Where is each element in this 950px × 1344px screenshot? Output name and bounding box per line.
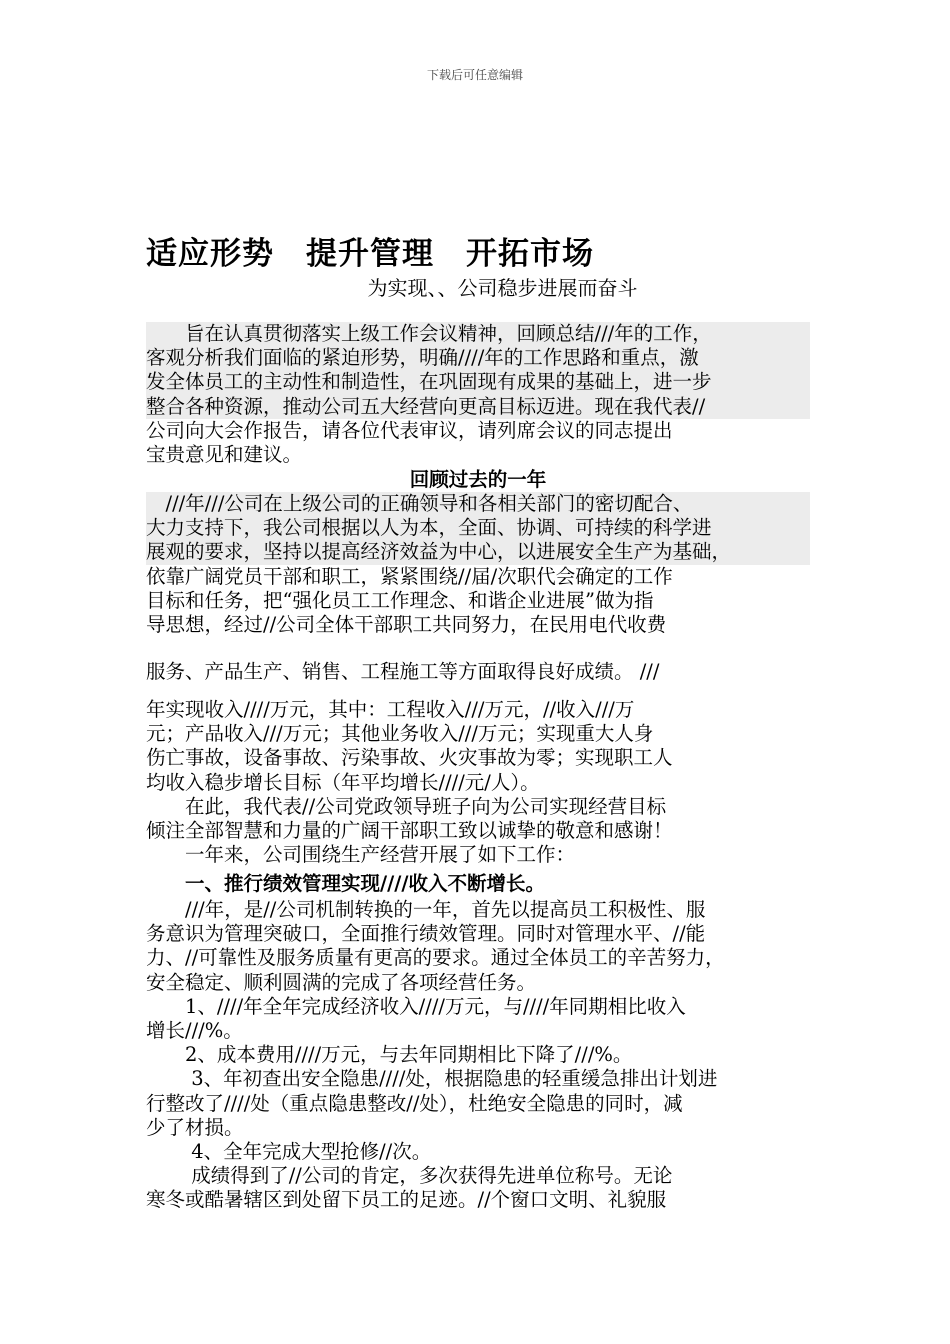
text-line: 旨在认真贯彻落实上级工作会议精神，回顾总结///年的工作， [146, 322, 810, 346]
text-line: 发全体员工的主动性和制造性，在巩固现有成果的基础上，进一步 [146, 370, 810, 394]
review-paragraph [146, 492, 810, 637]
text-line: 力、//可靠性及服务质量有更高的要求。通过全体员工的辛苦努力， [146, 946, 725, 970]
text-line: 少了材损。 [146, 1115, 244, 1139]
header-note: 下载后可任意编辑 [426, 68, 523, 82]
text-line: ///年，是//公司机制转换的一年，首先以提高员工积极性、服 [146, 898, 706, 921]
text-line: 寒冬或酷暑辖区到处留下员工的足迹。//个窗口文明、礼貌服 [146, 1188, 667, 1212]
text-line: 4、全年完成大型抢修//次。 [146, 1139, 432, 1163]
text-line: 展观的要求，坚持以提高经济效益为中心，以进展安全生产为基础， [146, 540, 810, 564]
text-line: 大力支持下，我公司根据以人为本，全面、协调、可持续的科学进 [146, 516, 810, 540]
text-line: 伤亡事故，设备事故、污染事故、火灾事故为零；实现职工人 [146, 746, 673, 770]
text-line: ///年///公司在上级公司的正确领导和各相关部门的密切配合、 [146, 492, 810, 516]
page-subtitle: 为实现、、公司稳步进展而奋斗 [367, 276, 638, 300]
text-line: 务意识为管理突破口，全面推行绩效管理。同时对管理水平、//能 [146, 922, 706, 946]
text-line: 年实现收入////万元，其中：工程收入///万元，//收入///万 [146, 698, 635, 721]
text-line: 整合各种资源，推动公司五大经营向更高目标迈进。现在我代表// [146, 395, 810, 419]
text-line: 倾注全部智慧和力量的广阔干部职工致以诚挚的敬意和感谢！ [146, 818, 673, 842]
text-line: 服务、产品生产、销售、工程施工等方面取得良好成绩。 /// [146, 660, 660, 683]
text-line: 在此，我代表//公司党政领导班子向为公司实现经营目标 [146, 794, 667, 818]
income-paragraph [146, 698, 810, 867]
section-heading: 回顾过去的一年 [409, 468, 547, 491]
text-line: 安全稳定、顺利圆满的完成了各项经营任务。 [146, 970, 537, 994]
results-line [146, 660, 810, 684]
page-title: 适应形势 提升管理 开拓市场 [146, 236, 594, 272]
text-line: 元；产品收入///万元；其他业务收入///万元；实现重大人身 [146, 722, 654, 746]
text-line: 行整改了////处（重点隐患整改//处），杜绝安全隐患的同时，减 [146, 1091, 683, 1115]
intro-paragraph [146, 322, 810, 467]
performance-paragraph [146, 898, 810, 1212]
text-line: 增长///%。 [146, 1018, 243, 1042]
text-line: 1、////年全年完成经济收入////万元，与////年同期相比收入 [146, 994, 686, 1018]
text-line: 宝贵意见和建议。 [146, 442, 303, 466]
text-line: 客观分析我们面临的紧迫形势，明确////年的工作思路和重点，激 [146, 346, 810, 370]
text-line: 目标和任务，把“强化员工工作理念、和谐企业进展”做为指 [146, 588, 654, 612]
subsection-heading: 一、推行绩效管理实现////收入不断增长。 [146, 872, 545, 895]
text-line: 依靠广阔党员干部和职工，紧紧围绕//届/次职代会确定的工作 [146, 564, 673, 588]
text-line: 3、年初查出安全隐患////处，根据隐患的轻重缓急排出计划进 [146, 1067, 718, 1091]
text-line: 导思想，经过//公司全体干部职工共同努力，在民用电代收费 [146, 612, 667, 636]
text-line: 成绩得到了//公司的肯定，多次获得先进单位称号。无论 [146, 1164, 673, 1188]
text-line: 2、成本费用////万元，与去年同期相比下降了///%。 [146, 1043, 633, 1067]
text-line: 公司向大会作报告，请各位代表审议，请列席会议的同志提出 [146, 418, 673, 442]
text-line: 一年来，公司围绕生产经营开展了如下工作： [146, 843, 576, 867]
text-line: 均收入稳步增长目标（年平均增长////元/人）。 [146, 770, 540, 794]
